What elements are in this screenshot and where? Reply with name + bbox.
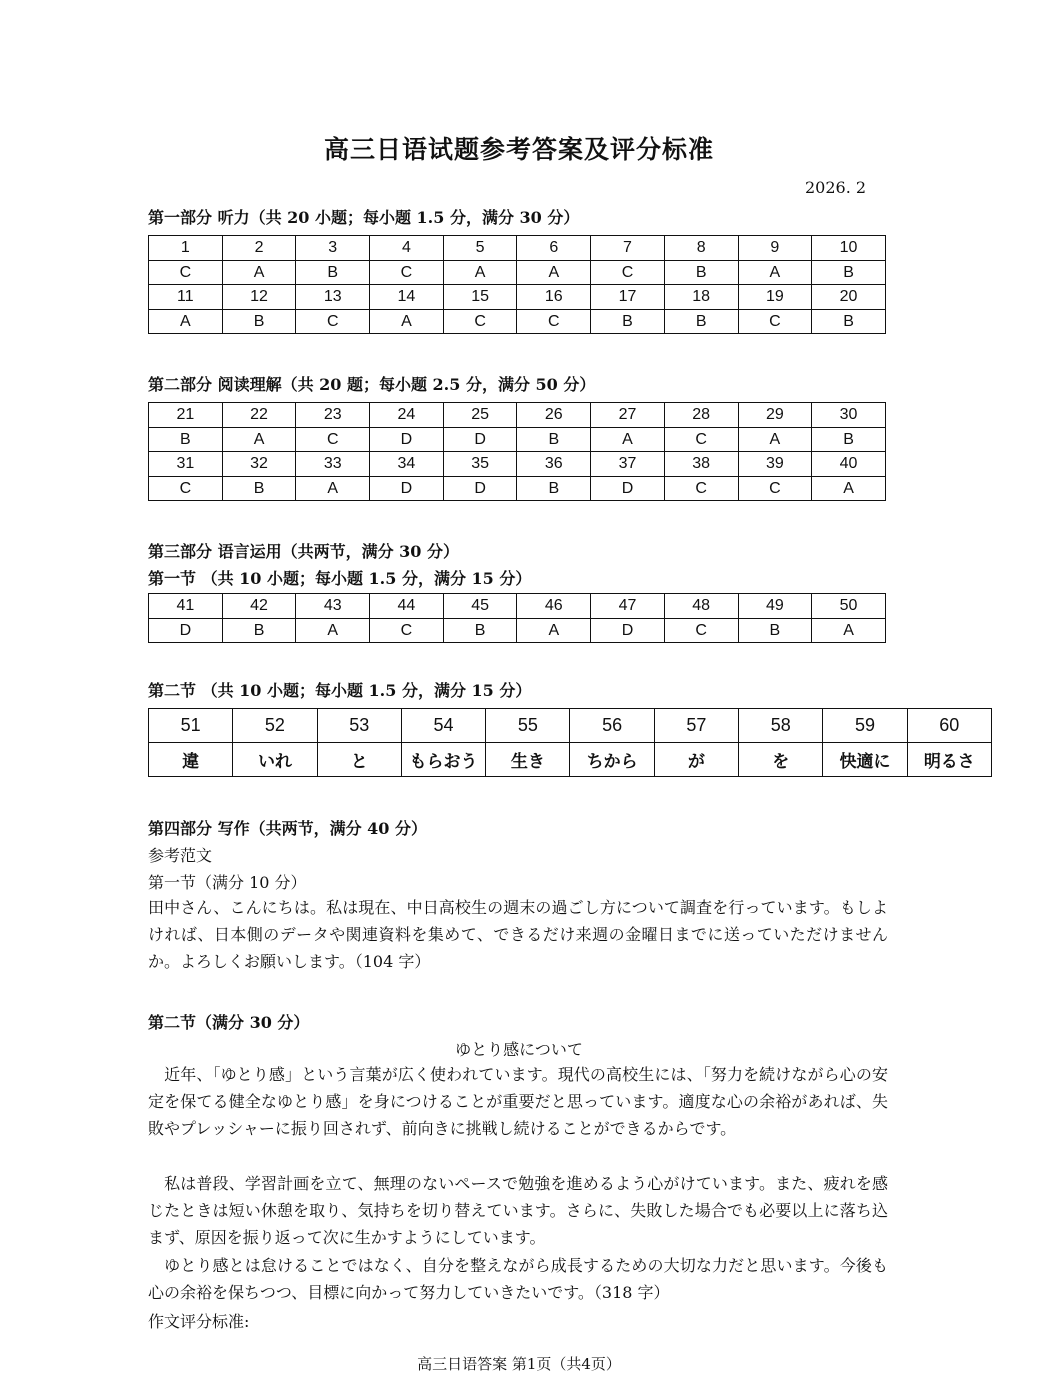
table-cell: 60 (907, 709, 991, 743)
table-cell: A (591, 427, 665, 452)
sample-label: 参考范文 (148, 846, 213, 865)
table-cell: C (664, 427, 738, 452)
table-cell: 13 (296, 285, 370, 310)
table-cell: A (296, 476, 370, 501)
table-cell: 7 (591, 236, 665, 261)
page-footer: 高三日语答案 第1页（共4页） (417, 1355, 621, 1373)
table-cell: 56 (570, 709, 654, 743)
table-cell: 39 (738, 452, 812, 477)
table-cell: 明るさ (907, 743, 991, 777)
table-cell: A (222, 260, 296, 285)
table-cell: 57 (654, 709, 738, 743)
table-cell: B (812, 260, 886, 285)
table-cell: B (664, 260, 738, 285)
table-cell: 5 (443, 236, 517, 261)
table-cell: を (739, 743, 823, 777)
table-cell: B (738, 618, 812, 643)
part2-answer-table (148, 402, 886, 501)
table-cell: ちから (570, 743, 654, 777)
table-row (149, 476, 886, 501)
table-cell: A (517, 260, 591, 285)
table-cell: 快適に (823, 743, 907, 777)
table-cell: 4 (370, 236, 444, 261)
table-cell: 55 (486, 709, 570, 743)
table-cell: 23 (296, 403, 370, 428)
table-cell: 59 (823, 709, 907, 743)
table-cell: と (317, 743, 401, 777)
table-cell: 41 (149, 594, 223, 619)
table-cell: 53 (317, 709, 401, 743)
table-cell: 31 (149, 452, 223, 477)
table-cell: A (222, 427, 296, 452)
part4-heading: 第四部分 写作（共两节，满分 40 分） (148, 819, 427, 838)
table-row (149, 743, 992, 777)
table-row (149, 452, 886, 477)
table-cell: 10 (812, 236, 886, 261)
table-cell: C (517, 309, 591, 334)
table-cell: C (664, 476, 738, 501)
table-cell: 3 (296, 236, 370, 261)
table-cell: D (591, 476, 665, 501)
table-cell: C (370, 618, 444, 643)
part2-heading: 第二部分 阅读理解（共 20 题；每小题 2.5 分，满分 50 分） (148, 375, 596, 394)
table-cell: 28 (664, 403, 738, 428)
essay-paragraph: ゆとり感とは怠けることではなく、自分を整えながら成長するための大切な力だと思います。今後も心の余裕を保ちつつ、目標に向かって努力していきたいです。（318 字） (148, 1256, 888, 1303)
table-cell: A (517, 618, 591, 643)
table-cell: 54 (401, 709, 485, 743)
part3-sec1-heading: 第一节 （共 10 小题；每小题 1.5 分，满分 15 分） (148, 569, 532, 588)
table-cell: 21 (149, 403, 223, 428)
table-cell: 15 (443, 285, 517, 310)
table-cell: 49 (738, 594, 812, 619)
table-row (149, 403, 886, 428)
table-cell: 9 (738, 236, 812, 261)
table-cell: C (296, 309, 370, 334)
table-cell: A (443, 260, 517, 285)
part3-sec2-heading: 第二节 （共 10 小题；每小题 1.5 分，满分 15 分） (148, 681, 532, 700)
table-cell: 27 (591, 403, 665, 428)
table-cell: 14 (370, 285, 444, 310)
table-cell: C (591, 260, 665, 285)
table-cell: C (738, 309, 812, 334)
table-cell: 18 (664, 285, 738, 310)
table-cell: 違 (149, 743, 233, 777)
criteria-label: 作文评分标准: (148, 1312, 250, 1331)
table-cell: B (222, 618, 296, 643)
table-cell: 16 (517, 285, 591, 310)
table-cell: 32 (222, 452, 296, 477)
table-cell: B (517, 427, 591, 452)
table-cell: B (149, 427, 223, 452)
table-cell: C (443, 309, 517, 334)
table-cell: もらおう (401, 743, 485, 777)
part1-answer-table (148, 235, 886, 334)
table-cell: B (222, 476, 296, 501)
table-cell: C (738, 476, 812, 501)
table-cell: C (370, 260, 444, 285)
table-cell: 17 (591, 285, 665, 310)
table-cell: D (370, 476, 444, 501)
part4-sec2-label: 第二节（满分 30 分） (148, 1013, 310, 1032)
table-cell: 33 (296, 452, 370, 477)
table-cell: 47 (591, 594, 665, 619)
table-cell: A (812, 476, 886, 501)
table-cell: B (812, 427, 886, 452)
page-title: 高三日语试题参考答案及评分标准 (323, 135, 714, 164)
table-cell: 46 (517, 594, 591, 619)
table-cell: B (664, 309, 738, 334)
table-row (149, 236, 886, 261)
table-cell: B (443, 618, 517, 643)
table-cell: C (149, 476, 223, 501)
sec1-sample-text: 田中さん、こんにちは。私は現在、中日高校生の週末の過ごし方について調査を行っています。もしよければ、日本側のデータや関連資料を集めて、できるだけ来週の金曜日までに送っていただけませんか。よろしくお願いします。（104 字） (148, 898, 888, 972)
table-cell: 50 (812, 594, 886, 619)
table-cell: 29 (738, 403, 812, 428)
table-cell: B (222, 309, 296, 334)
table-cell: 48 (664, 594, 738, 619)
table-row (149, 709, 992, 743)
table-cell: A (738, 427, 812, 452)
table-cell: A (812, 618, 886, 643)
essay-paragraph: 私は普段、学習計画を立て、無理のないペースで勉強を進めるよう心がけています。また、疲れを感じたときは短い休憩を取り、気持ちを切り替えています。さらに、失敗した場合でも必要以上に落ち込まず、原因を振り返って次に生かすようにしています。 (148, 1174, 888, 1248)
table-cell: B (812, 309, 886, 334)
table-cell: 44 (370, 594, 444, 619)
part3-sec2-table (148, 708, 992, 777)
table-cell: D (443, 476, 517, 501)
table-cell: 45 (443, 594, 517, 619)
table-cell: D (149, 618, 223, 643)
part3-heading: 第三部分 语言运用（共两节，满分 30 分） (148, 542, 459, 561)
table-cell: 43 (296, 594, 370, 619)
table-cell: C (664, 618, 738, 643)
table-cell: A (149, 309, 223, 334)
table-cell: 2 (222, 236, 296, 261)
table-row (149, 594, 886, 619)
table-cell: 6 (517, 236, 591, 261)
table-cell: 25 (443, 403, 517, 428)
table-cell: B (517, 476, 591, 501)
table-cell: 52 (233, 709, 317, 743)
table-cell: D (591, 618, 665, 643)
part4-sec1-label: 第一节（满分 10 分） (148, 873, 307, 892)
table-cell: 42 (222, 594, 296, 619)
table-cell: 36 (517, 452, 591, 477)
table-row (149, 618, 886, 643)
table-cell: 22 (222, 403, 296, 428)
table-cell: が (654, 743, 738, 777)
table-cell: 12 (222, 285, 296, 310)
table-cell: B (591, 309, 665, 334)
table-cell: B (296, 260, 370, 285)
table-cell: 34 (370, 452, 444, 477)
table-row (149, 260, 886, 285)
table-cell: 30 (812, 403, 886, 428)
part1-heading: 第一部分 听力（共 20 小题；每小题 1.5 分，满分 30 分） (148, 208, 580, 227)
table-cell: 20 (812, 285, 886, 310)
table-row (149, 285, 886, 310)
essay-title: ゆとり感について (455, 1040, 583, 1059)
table-cell: 40 (812, 452, 886, 477)
table-cell: 37 (591, 452, 665, 477)
table-cell: 26 (517, 403, 591, 428)
table-cell: 38 (664, 452, 738, 477)
date: 2026. 2 (805, 178, 867, 197)
table-cell: D (370, 427, 444, 452)
table-cell: 生き (486, 743, 570, 777)
table-cell: 35 (443, 452, 517, 477)
part3-sec1-table (148, 593, 886, 643)
table-cell: 11 (149, 285, 223, 310)
table-cell: C (296, 427, 370, 452)
table-cell: 1 (149, 236, 223, 261)
table-cell: いれ (233, 743, 317, 777)
table-cell: C (149, 260, 223, 285)
table-cell: D (443, 427, 517, 452)
table-cell: 51 (149, 709, 233, 743)
table-cell: A (296, 618, 370, 643)
table-row (149, 309, 886, 334)
table-cell: A (738, 260, 812, 285)
table-cell: 58 (739, 709, 823, 743)
table-row (149, 427, 886, 452)
table-cell: 24 (370, 403, 444, 428)
essay-paragraph: 近年、「ゆとり感」という言葉が広く使われています。現代の高校生には、「努力を続けながら心の安定を保てる健全なゆとり感」を身につけることが重要だと思っています。適度な心の余裕があれば、失敗やプレッシャーに振り回されず、前向きに挑戦し続けることができるからです。 (148, 1065, 888, 1139)
table-cell: 19 (738, 285, 812, 310)
table-cell: A (370, 309, 444, 334)
table-cell: 8 (664, 236, 738, 261)
